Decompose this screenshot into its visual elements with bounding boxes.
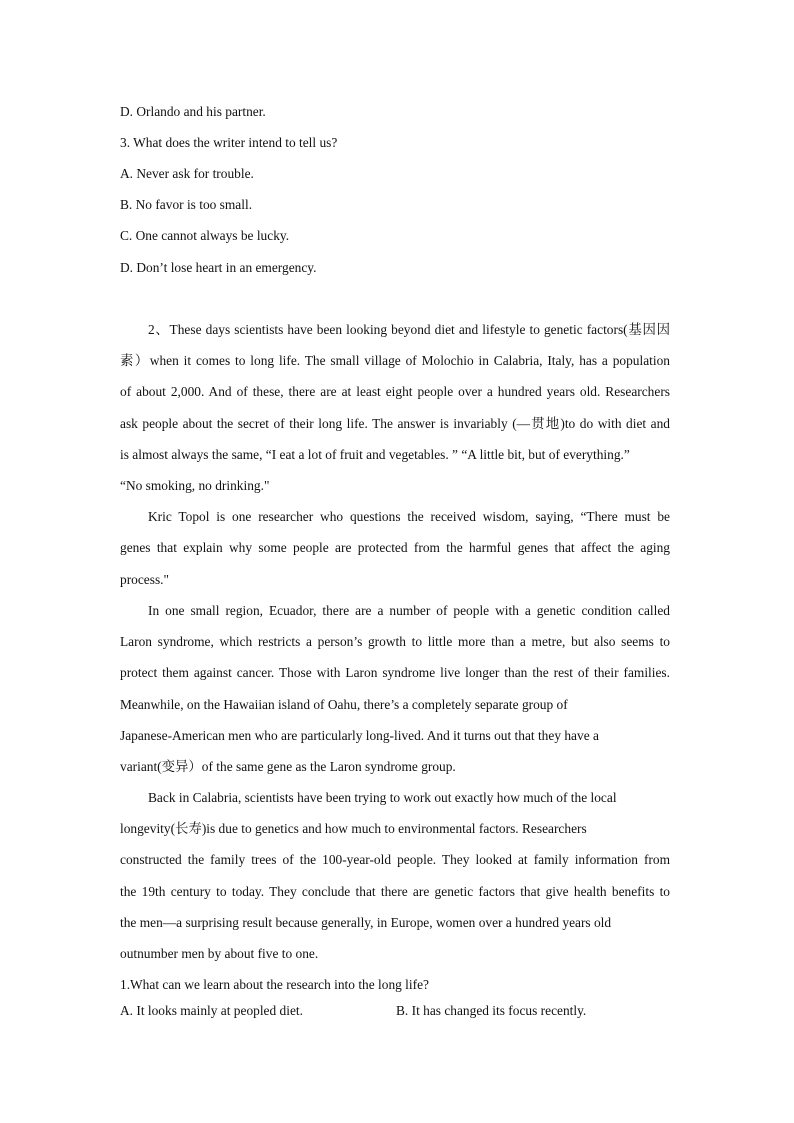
q3-option-a: A. Never ask for trouble. bbox=[120, 166, 254, 181]
passage-p3-line: Meanwhile, on the Hawaiian island of Oahu, there’s a completely separate group of bbox=[120, 697, 568, 712]
passage-p2-line: process." bbox=[120, 572, 169, 587]
passage-p3-line: variant(变异）of the same gene as the Laron syndrome group. bbox=[120, 759, 456, 774]
passage-p3-line: protect them against cancer. Those with Laron syndrome live longer than the rest of their families. bbox=[120, 665, 670, 680]
passage-p1-line: “No smoking, no drinking." bbox=[120, 478, 270, 493]
option-d-previous: D. Orlando and his partner. bbox=[120, 104, 266, 119]
passage-p4-line: constructed the family trees of the 100-year-old people. They looked at family information from bbox=[120, 852, 670, 867]
passage-p2-line: genes that explain why some people are protected from the harmful genes that affect the aging bbox=[120, 540, 670, 555]
passage-p1-line: 2、These days scientists have been looking beyond diet and lifestyle to genetic factors(基因因 bbox=[148, 322, 670, 337]
passage-p4-line: Back in Calabria, scientists have been trying to work out exactly how much of the local bbox=[148, 790, 617, 805]
q1-option-b: B. It has changed its focus recently. bbox=[396, 1003, 587, 1018]
passage-p4-line: the men—a surprising result because generally, in Europe, women over a hundred years old bbox=[120, 915, 612, 930]
q3-option-c: C. One cannot always be lucky. bbox=[120, 228, 290, 243]
passage-p1-line: ask people about the secret of their long life. The answer is invariably (—贯地)to do with diet and bbox=[120, 416, 670, 431]
passage-p3-line: Laron syndrome, which restricts a person’s growth to little more than a metre, but also seems to bbox=[120, 634, 670, 649]
passage-p4-line: longevity(长寿)is due to genetics and how much to environmental factors. Researchers bbox=[120, 821, 587, 836]
passage-p1-line: 素）when it comes to long life. The small village of Molochio in Calabria, Italy, has a population bbox=[120, 353, 670, 368]
question-3: 3. What does the writer intend to tell us? bbox=[120, 135, 338, 150]
q3-option-b: B. No favor is too small. bbox=[120, 197, 253, 212]
q3-option-d: D. Don’t lose heart in an emergency. bbox=[120, 260, 317, 275]
passage-p1-line: of about 2,000. And of these, there are at least eight people over a hundred years old. Researchers bbox=[120, 384, 670, 399]
question-1: 1.What can we learn about the research into the long life? bbox=[120, 977, 429, 992]
passage-p2-line: Kric Topol is one researcher who questions the received wisdom, saying, “There must be bbox=[148, 509, 670, 524]
passage-p3-line: In one small region, Ecuador, there are a number of people with a genetic condition called bbox=[148, 603, 670, 618]
passage-p1-line: is almost always the same, “I eat a lot of fruit and vegetables. ” “A little bit, but of everything.” bbox=[120, 447, 630, 462]
q1-option-a: A. It looks mainly at peopled diet. bbox=[120, 1003, 303, 1018]
passage-p4-line: the 19th century to today. They conclude that there are genetic factors that give health benefits to bbox=[120, 884, 670, 899]
passage-p4-line: outnumber men by about five to one. bbox=[120, 946, 319, 961]
passage-p3-line: Japanese-American men who are particularly long-lived. And it turns out that they have a bbox=[120, 728, 599, 743]
